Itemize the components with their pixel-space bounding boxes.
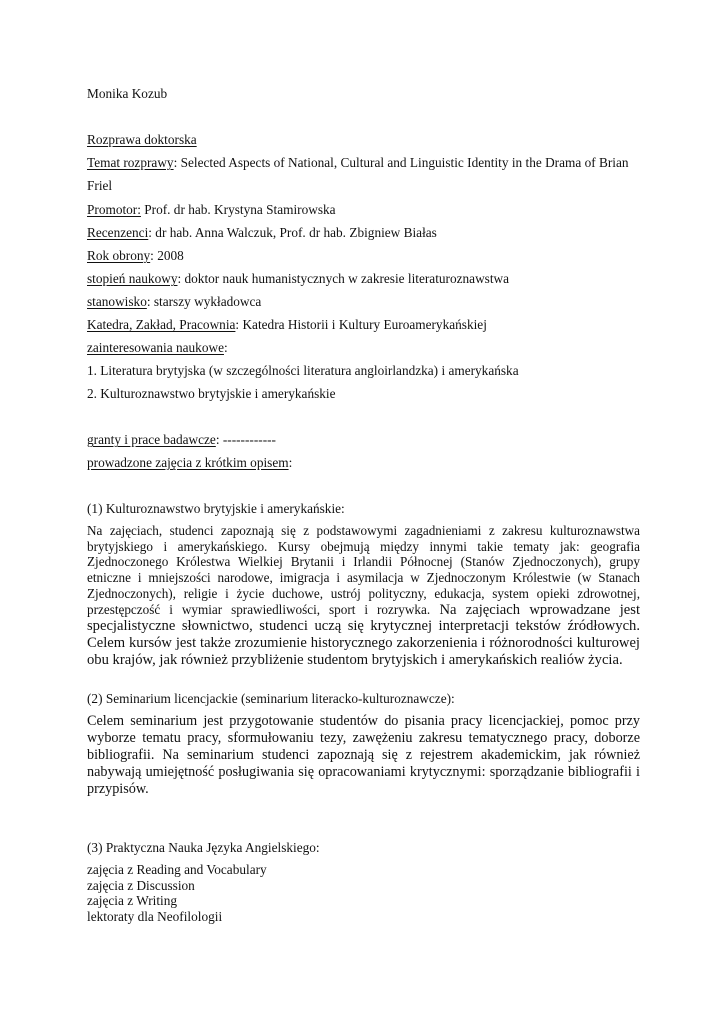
promotor-value: Prof. dr hab. Krystyna Stamirowska — [140, 202, 336, 217]
defense-year-row — [87, 248, 184, 264]
thesis-topic-label: Temat rozprawy — [87, 155, 174, 170]
degree-value: : doktor nauk humanistycznych w zakresie literaturoznawstwa — [177, 271, 510, 286]
reviewers-value: : dr hab. Anna Walczuk, Prof. dr hab. Zbigniew Białas — [148, 225, 437, 240]
grants-value: : ------------ — [215, 432, 276, 447]
course-1-text-a: Na zajęciach, studenci zapoznają się z podstawowymi zagadnieniami z zakresu kulturoznawstwa brytyjskiego i amerykańskiego. Kursy obejmują między innymi takie tematy jak: geografia Zjednoczonego Królestwa Wielkiej Brytanii i Irlandii Północnej (Stanów Zjednoczonych), grupy etniczne i mniejszości narodowe, imigracja i asymilacja w Zjednoczonym Królestwie (w Stanach Zjednoczonych), religie i życie duchowe, ustrój polityczny, edukacja, system opieki zdrowotnej, przestępczość i wymiar sprawiedliwości, sport i rozrywka. — [87, 523, 640, 617]
department-row — [87, 317, 487, 333]
author-name: Monika Kozub — [87, 86, 168, 101]
interests-suffix: : — [223, 340, 228, 355]
interest-item-1: 1. Literatura brytyjska (w szczególności literatura angloirlandzka) i amerykańska — [87, 363, 519, 378]
courses-heading-suffix: : — [288, 455, 293, 470]
course-3-list — [87, 862, 267, 924]
course-3-title: (3) Praktyczna Nauka Języka Angielskiego: — [87, 840, 320, 855]
promotor-row — [87, 202, 336, 218]
defense-year-value: : 2008 — [150, 248, 184, 263]
reviewers-row — [87, 225, 437, 241]
course-1-description — [87, 523, 640, 668]
courses-heading — [87, 455, 292, 471]
position-value: : starszy wykładowca — [146, 294, 262, 309]
degree-label: stopień naukowy — [87, 271, 178, 286]
list-item: zajęcia z Writing — [87, 893, 178, 909]
thesis-topic — [87, 155, 629, 171]
grants-row — [87, 432, 276, 448]
position-row — [87, 294, 261, 310]
interests-row — [87, 340, 228, 356]
list-item: zajęcia z Reading and Vocabulary — [87, 862, 267, 877]
thesis-topic-continuation: Friel — [87, 178, 113, 193]
courses-heading-label: prowadzone zajęcia z krótkim opisem — [87, 455, 289, 470]
list-item: zajęcia z Discussion — [87, 877, 195, 893]
grants-label: granty i prace badawcze — [87, 432, 216, 447]
course-2-title: (2) Seminarium licencjackie (seminarium literacko-kulturoznawcze): — [87, 691, 455, 706]
position-label: stanowisko — [87, 294, 147, 309]
course-2-description: Celem seminarium jest przygotowanie studentów do pisania pracy licencjackiej, pomoc przy wyborze tematu pracy, sformułowaniu tezy, zawężeniu zakresu tematycznego pracy, doborze bibliografii. Na seminarium studenci zapoznają się z rejestrem akademickim, jak również nabywają umiejętność posługiwania się opracowaniami krytycznymi: sporządzanie bibliografii i przypisów. — [87, 713, 640, 797]
course-1-title: (1) Kulturoznawstwo brytyjskie i amerykańskie: — [87, 501, 345, 516]
reviewers-label: Recenzenci — [87, 225, 149, 240]
thesis-heading: Rozprawa doktorska — [87, 132, 197, 147]
department-label: Katedra, Zakład, Pracownia — [87, 317, 236, 332]
list-item: lektoraty dla Neofilologii — [87, 908, 223, 924]
department-value: : Katedra Historii i Kultury Euroamerykańskiej — [235, 317, 487, 332]
thesis-topic-value: : Selected Aspects of National, Cultural and Linguistic Identity in the Drama of Brian — [173, 155, 629, 170]
interest-item-2: 2. Kulturoznawstwo brytyjskie i amerykańskie — [87, 386, 336, 401]
course-1-text-b: Na zajęciach wprowadzane jest specjalistyczne słownictwo, studenci uczą się krytycznej interpretacji tekstów źródłowych. Celem kursów jest także zrozumienie historycznego zakorzenienia i różnorodności kulturowej obu krajów, jak również przybliżenie studentom brytyjskich i amerykańskich realiów życia. — [87, 601, 641, 668]
interests-label: zainteresowania naukowe — [87, 340, 224, 355]
promotor-label: Promotor: — [87, 202, 141, 217]
defense-year-label: Rok obrony — [87, 248, 151, 263]
degree-row — [87, 271, 509, 287]
